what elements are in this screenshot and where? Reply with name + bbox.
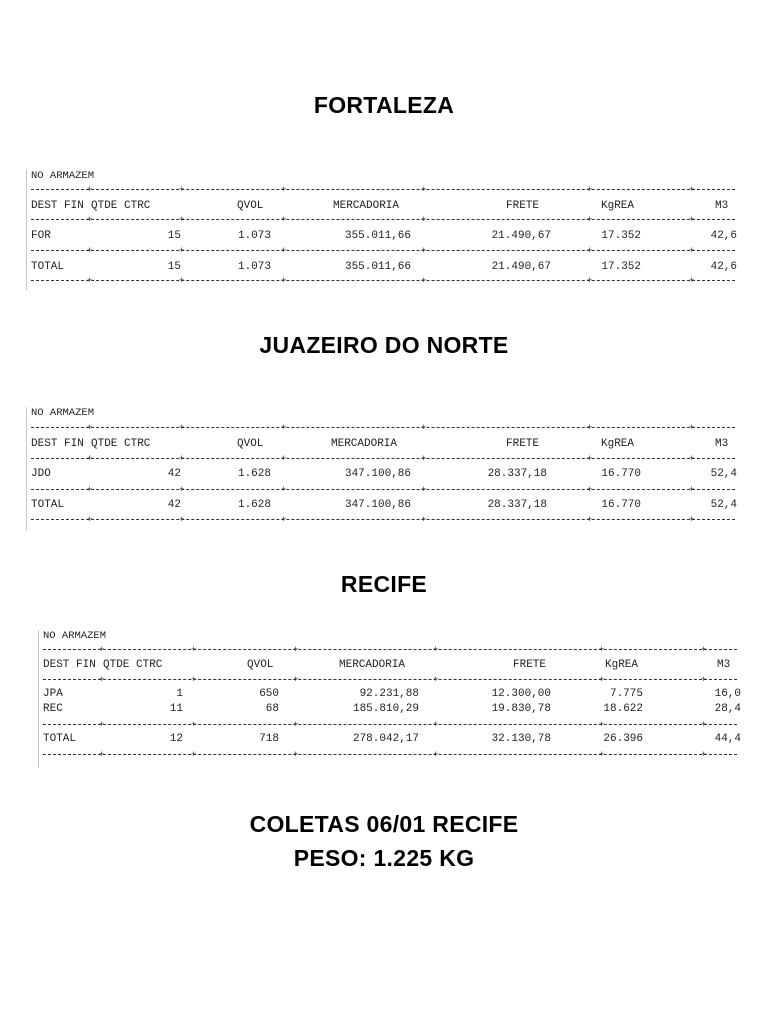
cell-m3: 42,6	[710, 230, 737, 242]
cell-m3: 52,4	[710, 499, 737, 511]
rule-separator: +	[433, 675, 439, 685]
cell-m3: 44,4	[714, 733, 741, 745]
cell-m3: 28,4	[714, 703, 741, 715]
cell-dest: JPA	[43, 688, 63, 700]
dashed-rule	[43, 750, 737, 760]
col-mercadoria: MERCADORIA	[333, 200, 400, 212]
rule-separator: +	[587, 246, 593, 256]
cell-frete: 28.337,18	[487, 468, 547, 480]
rule-separator: +	[689, 454, 695, 464]
rule-separator: +	[87, 185, 93, 195]
rule-separator: +	[281, 276, 287, 286]
rule-separator: +	[587, 454, 593, 464]
rule-separator: +	[433, 645, 439, 655]
rule-separator: +	[87, 215, 93, 225]
col-qvol: QVOL	[247, 659, 274, 671]
col-dest-fin: DEST FIN	[31, 438, 84, 450]
rule-separator: +	[689, 515, 695, 525]
rule-separator: +	[421, 215, 427, 225]
cell-frete: 21.490,67	[491, 230, 551, 242]
rule-separator: +	[191, 750, 197, 760]
rule-separator: +	[587, 515, 593, 525]
rule-separator: +	[87, 246, 93, 256]
cell-frete: 28.337,18	[487, 499, 547, 511]
rule-separator: +	[281, 485, 287, 495]
rule-separator: +	[281, 246, 287, 256]
cell-dest: JDO	[31, 468, 51, 480]
rule-separator: +	[179, 454, 185, 464]
rule-separator: +	[87, 485, 93, 495]
rule-separator: +	[587, 215, 593, 225]
cell-mercadoria: 347.100,86	[344, 499, 411, 511]
cell-frete: 21.490,67	[491, 261, 551, 273]
cell-mercadoria: 185.810,29	[352, 703, 419, 715]
dashed-rule	[43, 645, 737, 655]
rule-separator: +	[689, 246, 695, 256]
rule-separator: +	[689, 485, 695, 495]
cell-qvol: 1.628	[237, 499, 271, 511]
report-table-fortaleza	[26, 170, 735, 290]
rule-separator: +	[179, 276, 185, 286]
rule-separator: +	[293, 675, 299, 685]
cell-frete: 19.830,78	[491, 703, 551, 715]
rule-separator: +	[179, 485, 185, 495]
col-frete: FRETE	[506, 200, 540, 212]
cell-qtde: 42	[167, 468, 181, 480]
rule-separator: +	[587, 423, 593, 433]
rule-separator: +	[191, 675, 197, 685]
cell-qvol: 1.073	[237, 230, 271, 242]
cell-kgrea: 7.775	[609, 688, 643, 700]
cell-qvol: 1.628	[237, 468, 271, 480]
col-qvol: QVOL	[237, 200, 264, 212]
report-caption: NO ARMAZEM	[31, 170, 95, 182]
rule-separator: +	[421, 276, 427, 286]
dashed-rule	[43, 720, 737, 730]
rule-separator: +	[689, 185, 695, 195]
cell-mercadoria: 92.231,88	[359, 688, 419, 700]
table-row	[31, 230, 735, 244]
rule-separator: +	[191, 720, 197, 730]
cell-frete: 12.300,00	[491, 688, 551, 700]
rule-separator: +	[587, 185, 593, 195]
rule-separator: +	[587, 485, 593, 495]
rule-separator: +	[191, 645, 197, 655]
col-dest-fin: DEST FIN	[31, 200, 84, 212]
cell-qvol: 68	[265, 703, 279, 715]
dashed-rule	[43, 675, 737, 685]
col-qvol: QVOL	[237, 438, 264, 450]
rule-separator: +	[179, 215, 185, 225]
section-title-juazeiro-do-norte: JUAZEIRO DO NORTE	[259, 332, 509, 358]
rule-separator: +	[281, 515, 287, 525]
col-m3: M3	[717, 659, 731, 671]
cell-qtde: 15	[167, 261, 181, 273]
header-row	[31, 200, 735, 214]
section-title-fortaleza: FORTALEZA	[313, 92, 455, 118]
col-kgrea: KgREA	[601, 200, 635, 212]
rule-separator: +	[599, 720, 605, 730]
rule-separator: +	[701, 645, 707, 655]
report-caption: NO ARMAZEM	[43, 630, 107, 642]
rule-separator: +	[599, 645, 605, 655]
cell-frete: 32.130,78	[491, 733, 551, 745]
section-title-recife: RECIFE	[340, 571, 428, 597]
cell-kgrea: 18.622	[603, 703, 643, 715]
dashed-rule	[31, 185, 735, 195]
rule-separator: +	[281, 423, 287, 433]
col-qtde-ctrc: QTDE CTRC	[103, 659, 163, 671]
rule-separator: +	[179, 246, 185, 256]
dashed-rule	[31, 485, 735, 495]
rule-separator: +	[599, 750, 605, 760]
rule-separator: +	[689, 423, 695, 433]
rule-separator: +	[421, 515, 427, 525]
col-frete: FRETE	[506, 438, 540, 450]
header-row	[31, 438, 735, 452]
dashed-rule	[31, 215, 735, 225]
cell-kgrea: 17.352	[601, 230, 641, 242]
total-row	[43, 733, 741, 747]
rule-separator: +	[701, 750, 707, 760]
rule-separator: +	[701, 675, 707, 685]
col-qtde-ctrc: QTDE CTRC	[91, 200, 151, 212]
rule-separator: +	[421, 423, 427, 433]
dashed-rule	[31, 423, 735, 433]
rule-separator: +	[99, 720, 105, 730]
rule-separator: +	[433, 720, 439, 730]
cell-m3: 16,0	[714, 688, 741, 700]
dashed-rule	[31, 276, 735, 286]
rule-separator: +	[293, 750, 299, 760]
rule-separator: +	[281, 215, 287, 225]
rule-separator: +	[87, 515, 93, 525]
cell-kgrea: 26.396	[603, 733, 643, 745]
cell-mercadoria: 347.100,86	[344, 468, 411, 480]
cell-total-label: TOTAL	[43, 733, 77, 745]
total-row	[31, 261, 735, 275]
cell-qtde: 15	[167, 230, 181, 242]
cell-qvol: 718	[259, 733, 279, 745]
col-m3: M3	[715, 438, 729, 450]
cell-kgrea: 16.770	[601, 468, 641, 480]
col-frete: FRETE	[513, 659, 547, 671]
rule-separator: +	[421, 246, 427, 256]
table-row	[43, 703, 741, 717]
rule-separator: +	[99, 645, 105, 655]
table-row	[31, 468, 735, 482]
cell-kgrea: 16.770	[601, 499, 641, 511]
col-m3: M3	[715, 200, 729, 212]
cell-total-label: TOTAL	[31, 499, 65, 511]
header-row	[43, 659, 737, 673]
cell-m3: 52,4	[710, 468, 737, 480]
total-row	[31, 499, 735, 513]
col-kgrea: KgREA	[601, 438, 635, 450]
rule-separator: +	[87, 454, 93, 464]
cell-mercadoria: 355.011,66	[344, 261, 411, 273]
cell-kgrea: 17.352	[601, 261, 641, 273]
rule-separator: +	[99, 750, 105, 760]
rule-separator: +	[689, 276, 695, 286]
col-dest-fin: DEST FIN	[43, 659, 96, 671]
cell-total-label: TOTAL	[31, 261, 65, 273]
rule-separator: +	[433, 750, 439, 760]
cell-qtde: 42	[167, 499, 181, 511]
rule-separator: +	[179, 515, 185, 525]
col-kgrea: KgREA	[605, 659, 639, 671]
cell-mercadoria: 355.011,66	[344, 230, 411, 242]
rule-separator: +	[179, 423, 185, 433]
rule-separator: +	[293, 720, 299, 730]
cell-dest: FOR	[31, 230, 51, 242]
col-qtde-ctrc: QTDE CTRC	[91, 438, 151, 450]
rule-separator: +	[587, 276, 593, 286]
rule-separator: +	[599, 675, 605, 685]
rule-separator: +	[87, 276, 93, 286]
report-table-recife	[38, 630, 741, 768]
cell-dest: REC	[43, 703, 63, 715]
cell-m3: 42,6	[710, 261, 737, 273]
rule-separator: +	[99, 675, 105, 685]
cell-qtde: 12	[169, 733, 183, 745]
dashed-rule	[31, 246, 735, 256]
coletas-line: COLETAS 06/01 RECIFE	[249, 811, 519, 837]
dashed-rule	[31, 454, 735, 464]
cell-qvol: 650	[259, 688, 279, 700]
report-caption: NO ARMAZEM	[31, 407, 95, 419]
rule-separator: +	[421, 485, 427, 495]
cell-mercadoria: 278.042,17	[352, 733, 419, 745]
report-table-juazeiro-do-norte	[26, 407, 735, 531]
rule-separator: +	[281, 185, 287, 195]
rule-separator: +	[701, 720, 707, 730]
cell-qtde: 11	[169, 703, 183, 715]
col-mercadoria: MERCADORIA	[339, 659, 406, 671]
rule-separator: +	[689, 215, 695, 225]
table-row	[43, 688, 741, 702]
cell-qvol: 1.073	[237, 261, 271, 273]
dashed-rule	[31, 515, 735, 525]
rule-separator: +	[87, 423, 93, 433]
rule-separator: +	[179, 185, 185, 195]
rule-separator: +	[293, 645, 299, 655]
col-mercadoria: MERCADORIA	[331, 438, 398, 450]
rule-separator: +	[421, 185, 427, 195]
peso-line: PESO: 1.225 KG	[293, 845, 475, 871]
cell-qtde: 1	[176, 688, 183, 700]
rule-separator: +	[281, 454, 287, 464]
rule-separator: +	[421, 454, 427, 464]
